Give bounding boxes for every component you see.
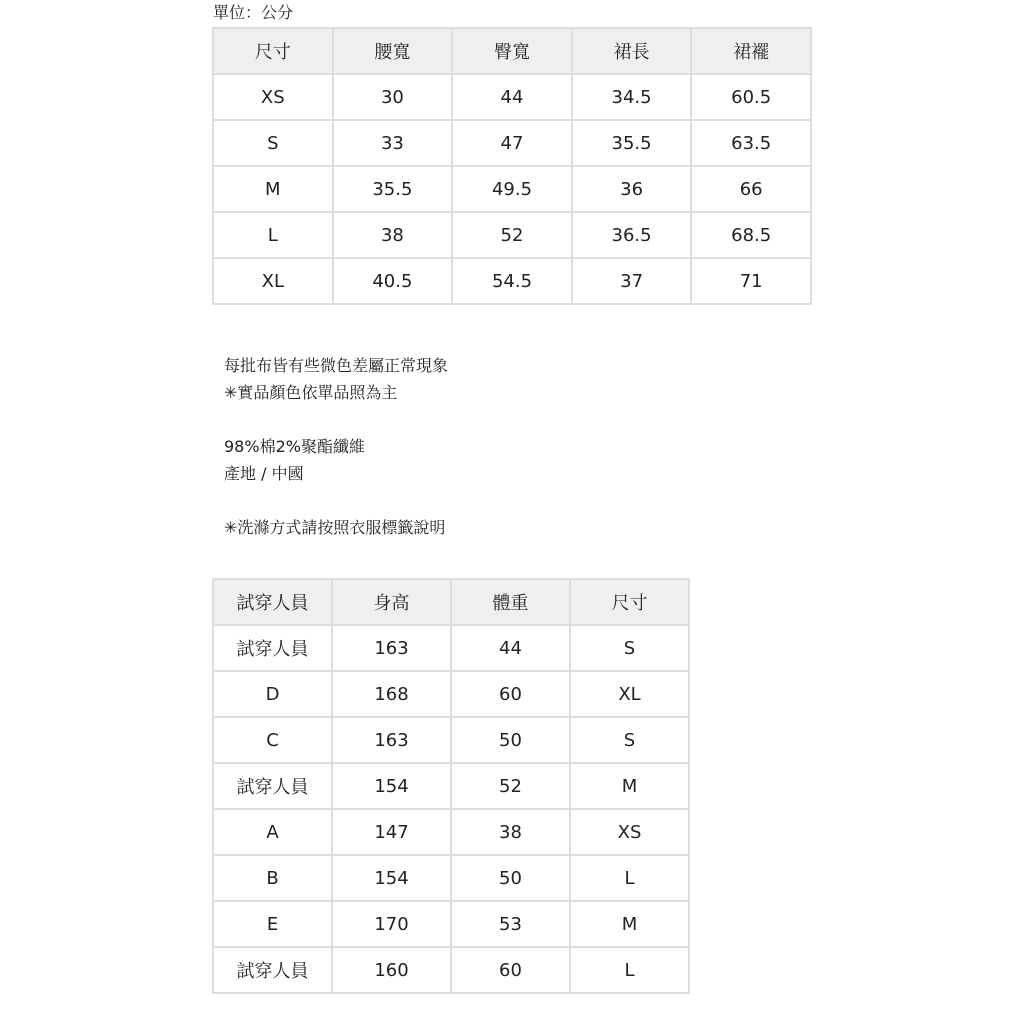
table-cell: 71 bbox=[691, 258, 811, 304]
header-length: 裙長 bbox=[572, 28, 692, 74]
table-cell: D bbox=[213, 671, 332, 717]
table-row bbox=[213, 120, 811, 166]
tryon-header-row bbox=[213, 579, 689, 625]
table-cell: 52 bbox=[452, 212, 572, 258]
table-row bbox=[213, 901, 689, 947]
table-cell: 60 bbox=[451, 947, 570, 993]
color-note-1: 每批布皆有些微色差屬正常現象 bbox=[224, 356, 449, 375]
table-cell: 36.5 bbox=[572, 212, 692, 258]
table-cell: 38 bbox=[451, 809, 570, 855]
table-cell: 34.5 bbox=[572, 74, 692, 120]
table-cell: XS bbox=[570, 809, 689, 855]
table-cell: 147 bbox=[332, 809, 451, 855]
spacer bbox=[224, 406, 448, 433]
table-cell: M bbox=[570, 901, 689, 947]
tryon-table bbox=[212, 578, 690, 994]
table-row bbox=[213, 74, 811, 120]
table-cell: 168 bbox=[332, 671, 451, 717]
table-cell: 170 bbox=[332, 901, 451, 947]
header-model: 試穿人員 bbox=[213, 579, 332, 625]
table-cell: E bbox=[213, 901, 332, 947]
table-cell: 30 bbox=[333, 74, 453, 120]
header-hem: 裙襬 bbox=[691, 28, 811, 74]
table-cell: C bbox=[213, 717, 332, 763]
table-cell: 49.5 bbox=[452, 166, 572, 212]
table-cell: 試穿人員 bbox=[213, 947, 332, 993]
table-cell: 63.5 bbox=[691, 120, 811, 166]
table-cell: 47 bbox=[452, 120, 572, 166]
table-cell: 68.5 bbox=[691, 212, 811, 258]
table-row bbox=[213, 809, 689, 855]
table-cell: XL bbox=[570, 671, 689, 717]
material-text: 98%棉2%聚酯纖維 bbox=[224, 437, 365, 456]
header-height: 身高 bbox=[332, 579, 451, 625]
table-cell: S bbox=[570, 717, 689, 763]
table-cell: 50 bbox=[451, 855, 570, 901]
table-cell: XS bbox=[213, 74, 333, 120]
table-row bbox=[213, 166, 811, 212]
table-row bbox=[213, 947, 689, 993]
table-cell: 66 bbox=[691, 166, 811, 212]
table-cell: 36 bbox=[572, 166, 692, 212]
wash-note: ✳洗滌方式請按照衣服標籤說明 bbox=[224, 518, 446, 537]
header-size: 尺寸 bbox=[570, 579, 689, 625]
table-row bbox=[213, 671, 689, 717]
header-size: 尺寸 bbox=[213, 28, 333, 74]
table-row bbox=[213, 717, 689, 763]
table-cell: 60.5 bbox=[691, 74, 811, 120]
table-cell: 160 bbox=[332, 947, 451, 993]
table-row bbox=[213, 258, 811, 304]
table-cell: 35.5 bbox=[333, 166, 453, 212]
table-cell: 154 bbox=[332, 763, 451, 809]
table-cell: XL bbox=[213, 258, 333, 304]
origin-text: 產地 / 中國 bbox=[224, 464, 304, 483]
spacer bbox=[224, 487, 448, 514]
table-cell: 試穿人員 bbox=[213, 625, 332, 671]
table-cell: A bbox=[213, 809, 332, 855]
table-row bbox=[213, 763, 689, 809]
table-row bbox=[213, 855, 689, 901]
table-cell: 154 bbox=[332, 855, 451, 901]
table-cell: B bbox=[213, 855, 332, 901]
table-cell: L bbox=[570, 855, 689, 901]
table-cell: M bbox=[570, 763, 689, 809]
table-cell: 163 bbox=[332, 625, 451, 671]
table-cell: 50 bbox=[451, 717, 570, 763]
table-cell: 44 bbox=[451, 625, 570, 671]
size-chart-header-row bbox=[213, 28, 811, 74]
table-cell: 52 bbox=[451, 763, 570, 809]
table-cell: 163 bbox=[332, 717, 451, 763]
size-chart-table bbox=[212, 27, 812, 305]
table-cell: M bbox=[213, 166, 333, 212]
table-row bbox=[213, 625, 689, 671]
table-cell: L bbox=[570, 947, 689, 993]
header-hip: 臀寬 bbox=[452, 28, 572, 74]
table-cell: S bbox=[213, 120, 333, 166]
table-cell: 54.5 bbox=[452, 258, 572, 304]
header-waist: 腰寬 bbox=[333, 28, 453, 74]
table-cell: L bbox=[213, 212, 333, 258]
unit-label: 單位：公分 bbox=[213, 3, 294, 22]
table-cell: 40.5 bbox=[333, 258, 453, 304]
table-cell: 37 bbox=[572, 258, 692, 304]
table-row bbox=[213, 212, 811, 258]
color-note-2: ✳實品顏色依單品照為主 bbox=[224, 383, 398, 402]
table-cell: S bbox=[570, 625, 689, 671]
table-cell: 38 bbox=[333, 212, 453, 258]
table-cell: 53 bbox=[451, 901, 570, 947]
table-cell: 試穿人員 bbox=[213, 763, 332, 809]
table-cell: 60 bbox=[451, 671, 570, 717]
table-cell: 33 bbox=[333, 120, 453, 166]
table-cell: 44 bbox=[452, 74, 572, 120]
product-notes bbox=[224, 352, 448, 541]
header-weight: 體重 bbox=[451, 579, 570, 625]
table-cell: 35.5 bbox=[572, 120, 692, 166]
